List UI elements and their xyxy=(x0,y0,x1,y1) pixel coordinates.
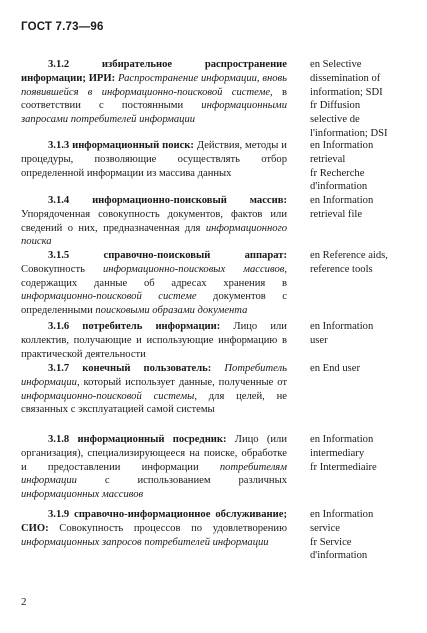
term-definition xyxy=(21,139,287,180)
equivalent-line: en Information xyxy=(310,509,374,520)
foreign-equivalents xyxy=(310,194,406,222)
term-name: информационный посредник xyxy=(77,434,223,445)
term-abbreviation: : xyxy=(190,140,197,151)
equivalent-line: selective de xyxy=(310,114,360,126)
term-number: 3.1.9 xyxy=(48,509,70,520)
equivalent-line: en Information xyxy=(310,321,374,332)
definition-text: , содержащих данные об адресах хранения в xyxy=(21,263,287,289)
page-header-standard-code: ГОСТ 7.73—96 xyxy=(21,21,104,33)
equivalent-line: intermediary xyxy=(310,447,365,459)
equivalent-line: fr Service xyxy=(310,536,352,548)
equivalent-line: dissemination of xyxy=(310,72,381,84)
term-definition xyxy=(21,58,287,127)
equivalent-line: en Information xyxy=(310,195,374,206)
term-number: 3.1.6 xyxy=(48,321,70,332)
definition-text: с использованием различных xyxy=(76,475,287,487)
term-abbreviation: ; СИО: xyxy=(21,509,287,534)
definition-text: Упорядоченная совокупность документов, фактов или сведений о них, предназначенная для xyxy=(21,208,287,234)
foreign-equivalents xyxy=(310,320,406,348)
term-number: 3.1.8 xyxy=(48,434,70,445)
cross-reference-term: информационными запросами потребителей информации xyxy=(21,100,287,126)
definition-text: Совокупность xyxy=(21,263,103,275)
term-abbreviation: : xyxy=(216,321,234,332)
term-number: 3.1.4 xyxy=(48,195,70,206)
definition-text: , который использует данные, полученные от xyxy=(76,376,287,388)
foreign-equivalents xyxy=(310,362,406,376)
cross-reference-term: информационного поиска xyxy=(21,222,287,248)
cross-reference-term: поисковыми образами документа xyxy=(95,305,248,317)
term-name: информационный поиск xyxy=(72,140,191,151)
equivalent-line: fr Recherche xyxy=(310,167,365,179)
cross-reference-term: информационно-поисковых массивов xyxy=(102,263,285,275)
term-name: справочно-информационное обслуживание xyxy=(74,509,284,520)
term-abbreviation: : xyxy=(283,250,287,261)
equivalent-line: retrieval xyxy=(310,153,346,165)
term-name: справочно-поисковый аппарат xyxy=(103,250,284,261)
cross-reference-term: информационно-поисковой системы xyxy=(21,390,195,402)
term-definition xyxy=(21,320,287,361)
equivalent-line: d'information xyxy=(310,181,368,193)
equivalent-line: information; SDI xyxy=(310,86,383,98)
foreign-equivalents xyxy=(310,58,406,141)
term-name: потребитель информации xyxy=(82,321,217,332)
foreign-equivalents xyxy=(310,433,406,474)
equivalent-line: en Information xyxy=(310,434,374,445)
foreign-equivalents xyxy=(310,139,406,194)
cross-reference-term: информационно-поисковой системе xyxy=(21,291,197,303)
cross-reference-term: Распространение информации, вновь появившейся в информационно-поисковой системе, xyxy=(21,72,287,98)
definition-text: в соответствии с постоянными xyxy=(21,86,287,112)
foreign-equivalents xyxy=(310,508,406,563)
equivalent-line: en Reference aids, xyxy=(310,250,388,261)
equivalent-line: fr Diffusion xyxy=(310,100,361,112)
term-name: информационно-поисковый массив xyxy=(92,195,284,206)
definition-text: Лицо или коллектив, получающие и использующие информацию в практической деятельности xyxy=(21,321,287,360)
definition-text: , для целей, не связанных с эксплуатацией самой системы xyxy=(21,390,287,416)
foreign-equivalents xyxy=(310,249,406,277)
term-abbreviation: ; ИРИ: xyxy=(82,72,119,84)
cross-reference-term: потребителям информации xyxy=(21,461,287,487)
term-definition xyxy=(21,508,287,549)
term-name: конечный пользователь xyxy=(82,363,208,374)
equivalent-line: service xyxy=(310,522,340,534)
term-number: 3.1.3 xyxy=(48,140,70,151)
definition-text: Лицо (или организация), специализирующееся на поиске, обработке и предоставлении информации xyxy=(21,434,287,473)
definition-text: Совокупность процессов по удовлетворению xyxy=(59,522,287,534)
equivalent-line: fr Intermediaire xyxy=(310,461,377,473)
equivalent-line: en Selective xyxy=(310,59,362,70)
term-definition xyxy=(21,249,287,318)
term-definition xyxy=(21,362,287,417)
equivalent-line: d'information xyxy=(310,550,368,562)
term-abbreviation: : xyxy=(207,363,225,374)
cross-reference-term: информационных запросов потребителей информации xyxy=(21,536,269,548)
term-name: избирательное распространение информации xyxy=(21,59,287,84)
term-abbreviation: : xyxy=(223,434,235,445)
cross-reference-term: Потребитель информации xyxy=(21,363,287,388)
equivalent-line: reference tools xyxy=(310,263,373,275)
term-abbreviation: : xyxy=(283,195,287,206)
equivalent-line: user xyxy=(310,334,328,346)
page-number: 2 xyxy=(21,596,27,608)
equivalent-line: retrieval file xyxy=(310,208,363,220)
equivalent-line: en Information xyxy=(310,140,374,151)
cross-reference-term: информационных массивов xyxy=(21,489,144,501)
equivalent-line: en End user xyxy=(310,363,361,374)
term-number: 3.1.7 xyxy=(48,363,70,374)
definition-text: документов с определенными xyxy=(21,291,287,317)
equivalent-line: l'information; DSI xyxy=(310,127,388,139)
definition-text: Действия, методы и процедуры, позволяющие осуществлять отбор определенной информации из массива данных xyxy=(21,140,287,179)
term-number: 3.1.5 xyxy=(48,250,70,261)
term-definition xyxy=(21,194,287,249)
term-number: 3.1.2 xyxy=(48,59,70,70)
term-definition xyxy=(21,433,287,502)
